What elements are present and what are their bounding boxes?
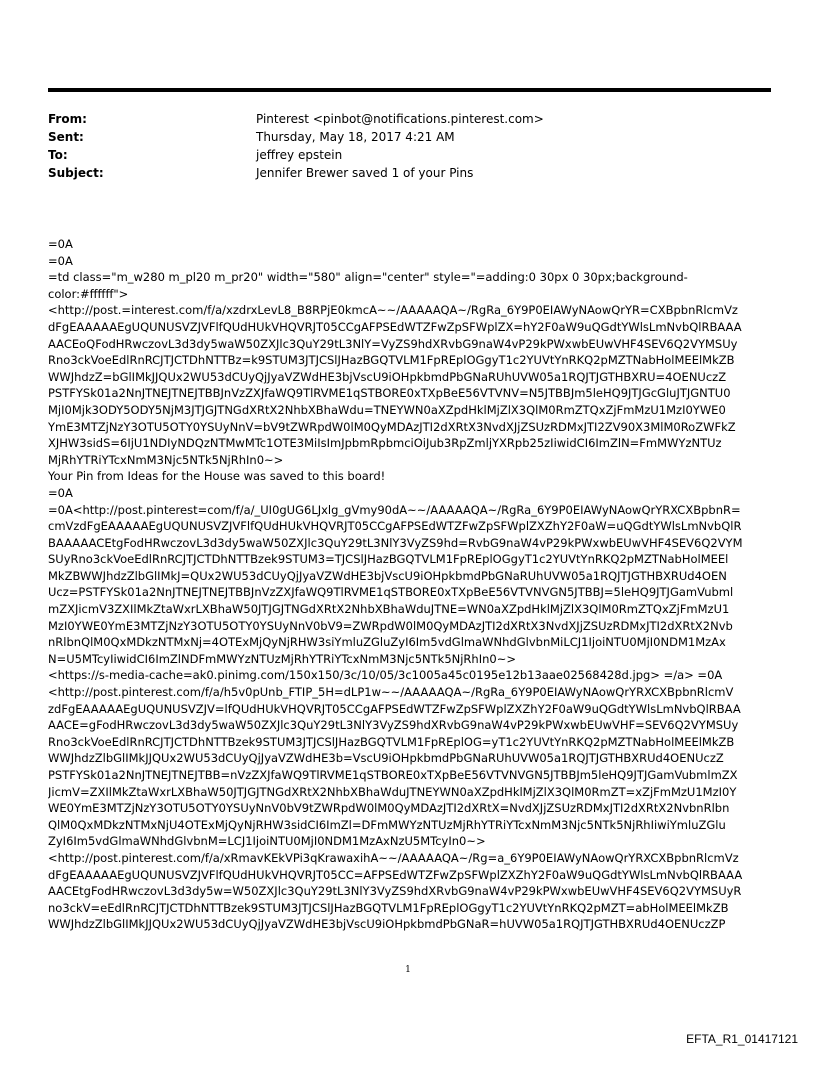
email-body <box>48 236 776 933</box>
from-row <box>48 110 771 128</box>
subject-label: Subject: <box>48 166 104 180</box>
body-line: Your Pin from Ideas for the House was saved to this board! <box>48 469 386 484</box>
body-line: zdFgEAAAAAEgUQUNUSVZJV=lfQUdHUkVHQVRJT05CCgAFPSEdWTZFwZpSFWplZXZhY2F0aW9uQGdtYWlsLmNvbQlRBAA <box>48 701 741 716</box>
body-line: Rno3ckVoeEdlRnRCJTJCTDhNTTBzek9STUM3JTJCSlJHazBGQTVLM1FpREplOG=yT1c2YUVtYnRKQ2pMZTNabHolMEElMkZB <box>48 734 735 749</box>
bates-number: EFTA_R1_01417121 <box>686 1032 798 1046</box>
body-line: =0A <box>48 485 73 500</box>
email-header <box>48 110 771 182</box>
body-line: <http://post.pinterest.com/f/a/h5v0pUnb_FTIP_5H=dLP1w~~/AAAAAQA~/RgRa_6Y9P0EIAWyNAowQrYRXCXBpbnRlcmV <box>48 685 734 700</box>
body-line: no3ckV=eEdlRnRCJTJCTDhNTTBzek9STUM3JTJCSlJHazBGQTVLM1FpREplOGgyT1c2YUVtYnRKQ2pMZT=abHolMEElMkZB <box>48 900 729 915</box>
body-line: WWJhdzZ=bGlIMkJJQUx2WU53dCUyQjJyaVZWdHE3bjVscU9iOHpkbmdPbGNaRUhUVW05a1RQJTJGTHBXRU=4OENUczZ <box>48 369 727 384</box>
body-line: N=U5MTcyIiwidCI6ImZlNDFmMWYzNTUzMjRhYTRiYTcxNmM3Njc5NTk5NjRhIn0~> <box>48 651 516 666</box>
to-value: jeffrey epstein <box>256 148 343 162</box>
body-line: =0A <box>48 253 73 268</box>
body-line: PSTFYSk01a2NnJTNEJTNEJTBBJnVzZXJfaWQ9TlRVME1qSTBORE0xTXpBeE56VTVNV=N5JTBBJm5leHQ9JTJGcGluJTJGNTU0 <box>48 386 731 401</box>
body-line: SUyRno3ckVoeEdlRnRCJTJCTDhNTTBzek9STUM3=TJCSlJHazBGQTVLM1FpREplOGgyT1c2YUVtYnRKQ2pMZTNabHolMEEl <box>48 552 729 567</box>
body-line: Rno3ckVoeEdlRnRCJTJCTDhNTTBz=k9STUM3JTJCSlJHazBGQTVLM1FpREplOGgyT1c2YUVtYnRKQ2pMZTNabHolMEElMkZB <box>48 353 735 368</box>
from-label: From: <box>48 112 87 126</box>
body-line: =0A<http://post.pinterest=com/f/a/_UI0gUG6LJxlg_gVmy90dA~~/AAAAAQA~/RgRa_6Y9P0EIAWyNAowQrYRXCXBpbnR= <box>48 502 741 517</box>
body-line: cmVzdFgEAAAAAEgUQUNUSVZJVFlfQUdHUkVHQVRJT05CCgAFPSEdWTZFwZpSFWplZXZhY2F0aW=uQGdtYWlsLmNvbQlR <box>48 519 742 534</box>
body-line: color:#ffffff"> <box>48 286 129 301</box>
body-line: PSTFYSk01a2NnJTNEJTNEJTBB=nVzZXJfaWQ9TlRVME1qSTBORE0xTXpBeE56VTVNVGN5JTBBJm5leHQ9JTJGamVubmlmZX <box>48 768 738 782</box>
page-number: 1 <box>405 965 411 975</box>
body-line: YmE3MTZjNzY3OTU5OTY0YSUyNnV=bV9tZWRpdW0lM0QyMDAzJTI2dXRtX3NvdXJjZSUzRDMxJTI2ZV90X3MlM0RoZWFkZ <box>48 419 736 434</box>
body-line: Ucz=PSTFYSk01a2NnJTNEJTNEJTBBJnVzZXJfaWQ9TlRVME1qSTBORE0xTXpBeE56VTVNVGN5JTBBJ=5leHQ9JTJGamVubml <box>48 585 734 600</box>
body-line: MjRhYTRiYTcxNmM3Njc5NTk5NjRhIn0~> <box>48 452 284 467</box>
body-line: <http://post.=interest.com/f/a/xzdrxLevL8_B8RPjE0kmcA~~/AAAAAQA~/RgRa_6Y9P0EIAWyNAowQrYR=CXBpbnRlcmVz <box>48 303 738 318</box>
body-line: dFgEAAAAAEgUQUNUSVZJVFlfQUdHUkVHQVRJT05CC=AFPSEdWTZFwZpSFWplZXZhY2F0aW9uQGdtYWlsLmNvbQlRBAAA <box>48 867 743 882</box>
sent-row <box>48 128 771 146</box>
sent-value: Thursday, May 18, 2017 4:21 AM <box>256 130 455 144</box>
body-line: JicmV=ZXIlMkZtaWxrLXBhaW50JTJGJTNGdXRtX2NhbXBhaWduJTNEYWN0aXZpdHklMjZlX3QlM0RmZT=xZjFmMzU1MzI0Y <box>48 784 737 799</box>
body-line: MjI0Mjk3ODY5ODY5NjM3JTJGJTNGdXRtX2NhbXBhaWdu=TNEYWN0aXZpdHklMjZlX3QlM0RmZTQxZjFmMzU1MzI0YWE0 <box>48 402 726 417</box>
body-line: QlM0QxMDkzNTMxNjU4OTExMjQyNjRHW3sidCI6ImZl=DFmMWYzNTUzMjRhYTRiYTcxNmM3Njc5NTk5NjRhIiwiYmluZGlu <box>48 817 726 832</box>
body-line: MkZBWWJhdzZlbGlIMkJ=QUx2WU53dCUyQjJyaVZWdHE3bjVscU9iOHpkbmdPbGNaRUhUVW05a1RQJTJGTHBXRUd4OEN <box>48 568 727 583</box>
body-line: WWJhdzZlbGlIMkJJQUx2WU53dCUyQjJyaVZWdHE3bjVscU9iOHpkbmdPbGNaR=hUVW05a1RQJTJGTHBXRUd4OENUczZP <box>48 917 726 932</box>
body-line: <http://post.pinterest.com/f/a/xRmavKEkVPi3qKrawaxihA~~/AAAAAQA~/Rg=a_6Y9P0EIAWyNAowQrYRXCXBpbnRlcmVz <box>48 850 739 865</box>
header-rule <box>48 88 771 92</box>
body-line: BAAAAACEtgFodHRwczovL3d3dy5waW50ZXJlc3QuY29tL3NlY3VyZS9hd=RvbG9naW4vP29kPWxwbEUwVHF4SEV6Q2VYM <box>48 535 743 550</box>
body-line: ZyI6Im5vdGlmaWNhdGlvbnM=LCJ1IjoiNTU0MjI0NDM1MzAxNzU5MTcyIn0~> <box>48 834 486 849</box>
sent-label: Sent: <box>48 130 84 144</box>
subject-value: Jennifer Brewer saved 1 of your Pins <box>256 166 474 180</box>
body-line: <https://s-media-cache=ak0.pinimg.com/150x150/3c/10/05/3c1005a45c0195e12b13aae02568428d.jpg> =/a> =0A <box>48 668 723 683</box>
body-line: dFgEAAAAAEgUQUNUSVZJVFlfQUdHUkVHQVRJT05CCgAFPSEdWTZFwZpSFWplZX=hY2F0aW9uQGdtYWlsLmNvbQlRBAAA <box>48 319 742 334</box>
body-line: WWJhdzZlbGlIMkJJQUx2WU53dCUyQjJyaVZWdHE3b=VscU9iOHpkbmdPbGNaRUhUVW05a1RQJTJGTHBXRUd4OENUczZ <box>48 751 724 766</box>
body-line: XJHW3sidS=6IjU1NDIyNDQzNTMwMTc1OTE3MiIsImJpbmRpbmciOiJub3RpZmljYXRpb25zIiwidCI6ImZlN=FmMWYzNTUz <box>48 436 722 451</box>
body-line: AACEtgFodHRwczovL3d3dy5w=W50ZXJlc3QuY29tL3NlY3VyZS9hdXRvbG9naW4vP29kPWxwbEUwVHF4SEV6Q2VYMSUyR <box>48 884 742 899</box>
body-line: AACEoQFodHRwczovL3d3dy5waW50ZXJlc3QuY29tL3NlY=VyZS9hdXRvbG9naW4vP29kPWxwbEUwVHF4SEV6Q2VYMSUy <box>48 336 738 351</box>
body-line: mZXJicmV3ZXIlMkZtaWxrLXBhaW50JTJGJTNGdXRtX2NhbXBhaWduJTNE=WN0aXZpdHklMjZlX3QlM0RmZTQxZjFmMzU1 <box>48 602 730 617</box>
from-value: Pinterest <pinbot@notifications.pinterest.com> <box>256 112 544 126</box>
body-line: WE0YmE3MTZjNzY3OTU5OTY0YSUyNnV0bV9tZWRpdW0lM0QyMDAzJTI2dXRtX=NvdXJjZSUzRDMxJTI2dXRtX2NvbnRlbn <box>48 801 730 816</box>
to-row <box>48 146 771 164</box>
body-line: =td class="m_w280 m_pl20 m_pr20" width="580" align="center" style="=adding:0 30px 0 30px;background- <box>48 270 688 285</box>
subject-row <box>48 164 771 182</box>
body-line: =0A <box>48 237 73 251</box>
to-label: To: <box>48 148 68 162</box>
body-line: MzI0YWE0YmE3MTZjNzY3OTU5OTY0YSUyNnV0bV9=ZWRpdW0lM0QyMDAzJTI2dXRtX3NvdXJjZSUzRDMxJTI2dXRtX2Nvb <box>48 618 733 633</box>
body-line: nRlbnQlM0QxMDkzNTMxNj=4OTExMjQyNjRHW3siYmluZGluZyI6Im5vdGlmaWNhdGlvbnMiLCJ1IjoiNTU0MjI0NDM1MzAx <box>48 635 726 650</box>
body-line: AACE=gFodHRwczovL3d3dy5waW50ZXJlc3QuY29tL3NlY3VyZS9hdXRvbG9naW4vP29kPWxwbEUwVHF=SEV6Q2VYMSUy <box>48 718 739 733</box>
